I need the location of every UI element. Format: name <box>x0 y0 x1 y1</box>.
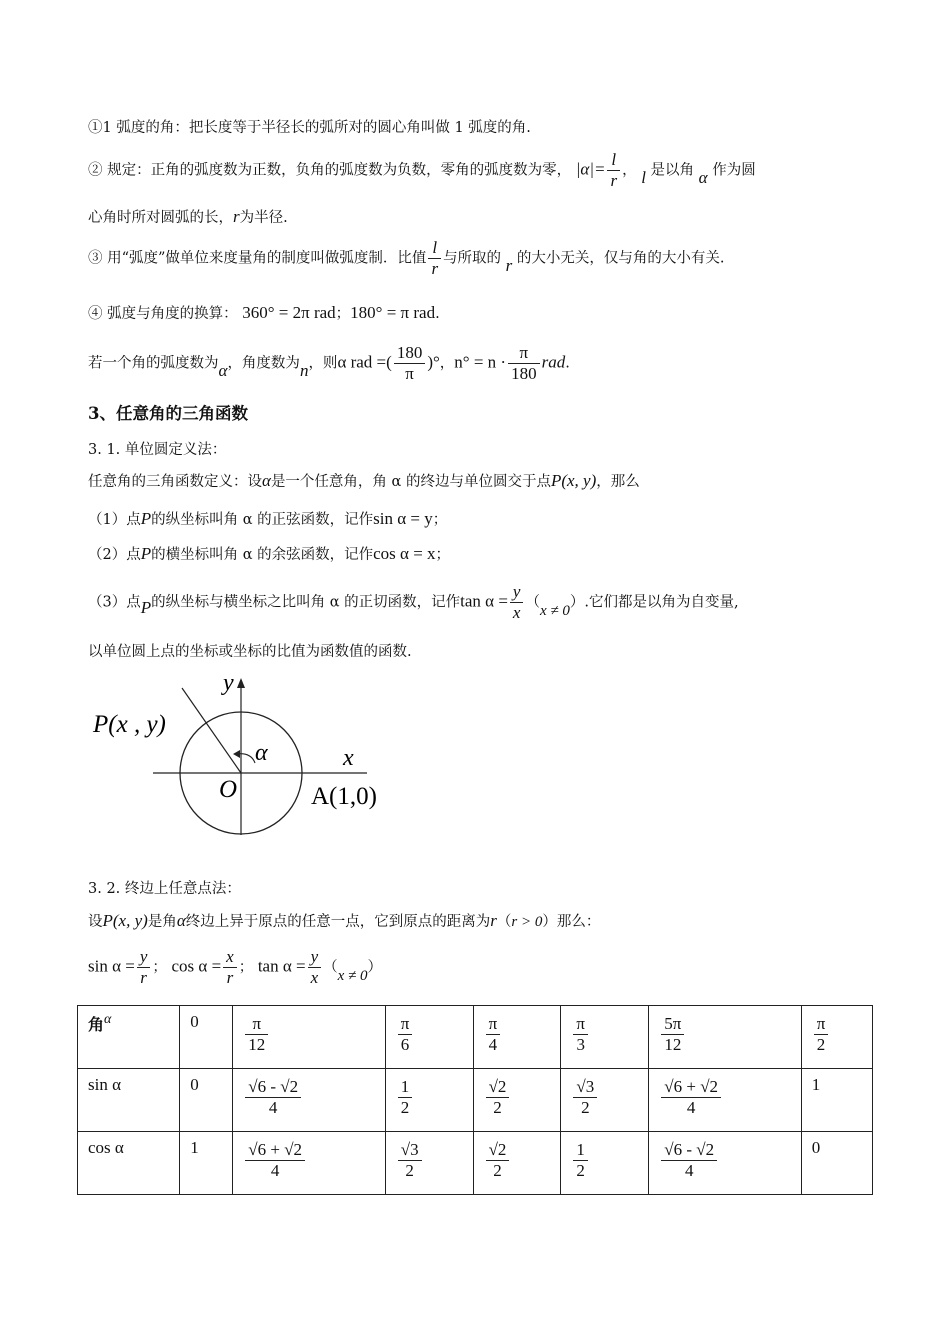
sine-value-cell: $\frac{√2}{2}$ <box>473 1069 561 1132</box>
arbitrary-point-definition: 设P(x, y)是角α终边上异于原点的任意一点，它到原点的距离为r（r > 0）那么： <box>88 911 601 930</box>
special-angles-table <box>77 1005 873 1195</box>
table-row-cosine <box>78 1132 873 1195</box>
x-axis-label: x <box>343 745 354 771</box>
angle-alpha-label: α <box>255 740 268 766</box>
y-axis-label: y <box>223 670 234 696</box>
angle-cell: 0 <box>180 1006 233 1069</box>
table-header-cell: 角$^\alpha$ <box>78 1006 180 1069</box>
sine-value-cell: $\frac{√3}{2}$ <box>561 1069 649 1132</box>
unit-circle-definition: 任意角的三角函数定义：设α是一个任意角，角 α 的终边与单位圆交于点P(x, y)，那么 <box>88 471 640 490</box>
subsection-3-2: 3. 2. 终边上任意点法： <box>88 881 241 897</box>
angle-cell: $\frac{\pi}{6}$ <box>385 1006 473 1069</box>
y-over-r-fraction: $\frac{y}{r}$ <box>137 947 151 988</box>
cosine-value-cell: 1 <box>180 1132 233 1195</box>
point-a-label: A(1,0) <box>311 783 377 810</box>
l-over-r-fraction: $\frac{l}{r}$ <box>428 238 441 279</box>
sine-value-cell: $\frac{√6 + √2}{4}$ <box>649 1069 801 1132</box>
radian-degree-conversion: ④ 弧度与角度的换算： 360° = 2π rad；180° = π rad. <box>88 303 440 322</box>
cosine-value-cell: $\frac{√6 + √2}{4}$ <box>233 1132 385 1195</box>
sine-value-cell: $\frac{1}{2}$ <box>385 1069 473 1132</box>
sine-label-cell: sin α <box>78 1069 180 1132</box>
conversion-180: 180° = π rad <box>350 303 436 322</box>
x-over-r-fraction: $\frac{x}{r}$ <box>223 947 237 988</box>
y-over-x-fraction: $\frac{y}{x}$ <box>308 947 322 988</box>
angle-cell: $\frac{5\pi}{12}$ <box>649 1006 801 1069</box>
item-sine: （1）点P的纵坐标叫角 α 的正弦函数，记作sin α = y； <box>88 509 448 528</box>
cosine-value-cell: $\frac{√3}{2}$ <box>385 1132 473 1195</box>
l-over-r-fraction: $\frac{l}{r}$ <box>607 150 620 191</box>
angle-cell: $\frac{\pi}{4}$ <box>473 1006 561 1069</box>
radian-definition-2-cont: 心角时所对圆弧的长，r为半径. <box>88 207 288 226</box>
radian-definition-3: ③ 用“弧度”做单位来度量角的制度叫做弧度制．比值 $\frac{l}{r}$ 与所取的 r 的大小无关，仅与角的大小有关. <box>88 238 725 278</box>
item-cosine: （2）点P的横坐标叫角 α 的余弦函数，记作cos α = x； <box>88 544 451 563</box>
sine-value-cell: 1 <box>801 1069 872 1132</box>
unit-circle-figure <box>85 670 415 845</box>
angle-cell: $\frac{\pi}{12}$ <box>233 1006 385 1069</box>
cosine-value-cell: 0 <box>801 1132 872 1195</box>
point-p-label: P(x , y) <box>93 711 166 738</box>
conversion-360: 360° = 2π rad <box>242 303 336 322</box>
sine-value-cell: $\frac{√6 - √2}{4}$ <box>233 1069 385 1132</box>
table-row-sine <box>78 1069 873 1132</box>
section-heading: 3、任意角的三角函数 <box>88 404 248 423</box>
subsection-3-1: 3. 1. 单位圆定义法： <box>88 442 227 458</box>
table-row-angles <box>78 1006 873 1069</box>
cosine-value-cell: $\frac{√2}{2}$ <box>473 1132 561 1195</box>
pi-over-180-fraction: $\frac{\pi}{180}$ <box>508 343 540 384</box>
radian-definition-2: ② 规定：正角的弧度数为正数，负角的弧度数为负数，零角的弧度数为零， |α|= $\frac{l}{r}$ ， l 是以角 α 作为圆 <box>88 150 756 190</box>
angle-arc-arrow <box>233 750 240 758</box>
cosine-value-cell: $\frac{√6 - √2}{4}$ <box>649 1132 801 1195</box>
item-tangent-cont: 以单位圆上点的坐标或坐标的比值为函数值的函数. <box>88 644 412 660</box>
item-tangent: （3）点P的纵坐标与横坐标之比叫角 α 的正切函数，记作tan α = $\frac{y}{x}$ （x ≠ 0）.它们都是以角为自变量, <box>88 582 739 622</box>
angle-cell: $\frac{\pi}{3}$ <box>561 1006 649 1069</box>
origin-label: O <box>219 776 238 803</box>
angle-cell: $\frac{\pi}{2}$ <box>801 1006 872 1069</box>
y-axis-arrow <box>237 678 245 688</box>
terminal-side <box>182 688 241 773</box>
y-over-x-fraction: $\frac{y}{x}$ <box>510 582 524 623</box>
conversion-general: 若一个角的弧度数为α，角度数为n，则α rad =( $\frac{180}{\pi}$ )°，n° = n · $\frac{\pi}{180}$ rad. <box>88 343 570 383</box>
radian-definition-1: ①1 弧度的角：把长度等于半径长的弧所对的圆心角叫做 1 弧度的角. <box>88 120 531 136</box>
sine-value-cell: 0 <box>180 1069 233 1132</box>
cosine-value-cell: $\frac{1}{2}$ <box>561 1132 649 1195</box>
trig-ratio-formulas: sin α = $\frac{y}{r}$ ； cos α = $\frac{x}{r}$ ； tan α = $\frac{y}{x}$ （x ≠ 0） <box>88 947 383 987</box>
180-over-pi-fraction: $\frac{180}{\pi}$ <box>394 343 426 384</box>
cosine-label-cell: cos α <box>78 1132 180 1195</box>
